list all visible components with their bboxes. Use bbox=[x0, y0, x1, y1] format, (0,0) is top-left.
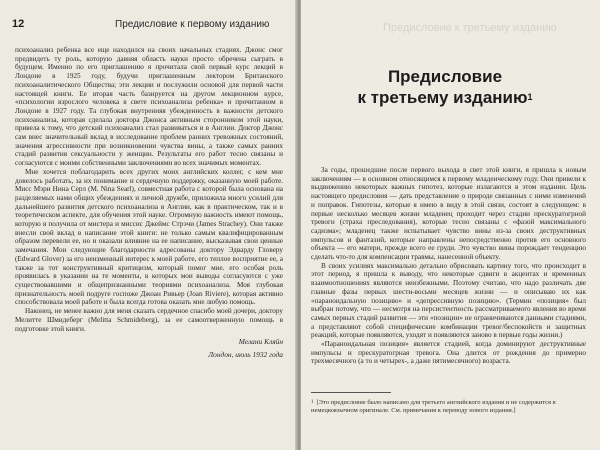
running-head-title: Предисловие к первому изданию bbox=[115, 19, 270, 30]
left-page-body bbox=[15, 46, 283, 359]
footnote-number: 1 bbox=[311, 400, 314, 405]
chapter-title-line-1: Предисловие bbox=[387, 67, 503, 86]
paragraph: «Параноидальная позиция» является стадией, когда доминируют деструктивные импульсы и прескуратогрная тревога. Она длится от рождения до примерно трехмесячного (а то и четырех-, а даже пятимесячного) возраста. bbox=[311, 340, 586, 366]
footnote-rule bbox=[311, 392, 391, 393]
signature-place-date: Лондон, июль 1932 года bbox=[208, 350, 283, 360]
footnote-marker: 1 bbox=[527, 92, 533, 102]
right-page-body bbox=[311, 166, 586, 366]
left-page bbox=[0, 0, 297, 450]
paragraph: психоанализ ребенка все еще находился на своих начальных стадиях. Джонс смог предвидеть ту роль, которую давняя область науки просто обречена сыграть в будущем. Именно по его приглашению я прочитала свой первый курс лекций в Лондоне в 1925 году, будучи приглашенным лектором Британского психоаналитического Общества; эти лекции и послужили основой для первой части настоящей книги. Ее вторая часть базируется на другом лекционном курсе, «психологии взрослого человека в свете психоанализа ребенка» и прочитанном в Лондоне в 1927 году. Та глубокая внутренняя убежденность в важности детского психоанализа, которая сделала доктора Джонса активным сторонником этой науки, привела к тому, что детский психоанализ стал развиваться и в Англии. Доктор Джонс сам внес значительный вклад в исследование проблем ранних тревожных состояний, значения агрессивности при возникновении чувства вины, а также самых ранних стадий развития сексуальности у женщин. Результаты его работ тесно связаны и согласуются с моими собственными заключениями во всех значимых моментах. bbox=[15, 46, 283, 168]
author-signature: Мелани Кляйн bbox=[238, 337, 283, 347]
chapter-title-line-2: к третьему изданию$^1$ bbox=[357, 88, 533, 107]
page-number: 12 bbox=[12, 18, 25, 30]
footnote bbox=[311, 399, 586, 415]
footnote-text: [Это предисловие было написано для третьего английского издания и не содержится в немецкоязычном оригинале. См. примечания к переводу нового издания.] bbox=[311, 399, 556, 414]
show-through-running-head: Предисловие к третьему изданию bbox=[383, 22, 557, 34]
paragraph: За годы, прошедшие после первого выхода в свет этой книги, я пришла к новым заключениям — в основном относящимся к первому младенческому году. Они привели к выдвижению некоторых важных гипотез, которые излагаются в этом издании. Цель настоящего предисловия — дать представление о природе связанных с ними изменений и поправок. Гипотезы, которые я имею в виду в этой связи, состоят в следующем: в первые несколько месяцев жизни младенец проходит через стадии прескуратогрной тревоги (страха преследования), которые тесно связаны с «фазой максимального садизма»; младенец также испытывает чувство вины из-за своих деструктивных импульсов и фантазий, которые направлены непосредственно против его основного объекта — его матери, прежде всего ее груди. Это чувство вины порождает тенденцию сделать что-то для компенсации травмы, нанесенной объекту. bbox=[311, 166, 586, 262]
chapter-title bbox=[340, 66, 550, 108]
paragraph: Мне хочется поблагодарить всех других моих английских коллег, с кем мне довелось работать, за их понимание и сердечную поддержку, оказанную моей работе. Мисс Мэри Нина Серл (M. Nina Searl), совместная работа с которой была основана на разделяемых нами общих убеждениях и личной дружбе, приложила много усилий для дальнейшего развития детского психоанализа в Англии, как в практическом, так и в теоретическом аспекте, для обучения этой науке. Огромную важность имеют помощь, которую я получила от мистера и миссис Джеймс Стрэчи (James Strachey). Они также внесли свой вклад в написание этой книги: не только самым квалифицированным образом перевели ее, но и оказали влияние на ее написание, высказывая свои ценные замечания. Мои следующие благодарности адресованы доктору Эдварду Гловеру (Edward Glover) за его неизменный интерес к моей работе, его теплое восприятие ее, а также за тот конструктивный критицизм, который помог мне. его особая роль проявилась в указании на те моменты, в которых мои выводы согласуются с уже существовавшими и общепризнанными теориями психоанализа. Моя глубокая признательность моей подруге госпоже Джоан Ривьер (Joan Riviere), которая активно способствовала моей работе и была всегда готова оказать мне любую помощь. bbox=[15, 167, 283, 307]
running-header bbox=[0, 18, 297, 32]
paragraph: Наконец, не менее важно для меня сказать сердечное спасибо моей дочери, доктору Мелитте Шмидеберг (Melitta Schmideberg), за ее самоотверженную помощь в подготовке этой книги. bbox=[15, 307, 283, 333]
paragraph: В своих усилиях максимально детально обрисовать картину того, что происходит в этот период, я пришла к выводу, что некоторые сдвиги в акцентах и временных взаимоотношениях являются неизбежными. Поэтому считаю, что надо различать две главные фазы первых шести-восьми месяцев жизни — и описываю их как «параноидальную позицию» и «депрессивную позицию». (Термин «позиция» был выбран потому, что — несмотря на персистентность рассматриваемого явления во время самых первых стадий развития — эти «позиции» не ограничиваются данными стадиями, а представляют собой специфические комбинации тревог/беспокойств и защитных реакций, которые появляются, уходят и появляются заново в первые годы жизни.) bbox=[311, 261, 586, 340]
